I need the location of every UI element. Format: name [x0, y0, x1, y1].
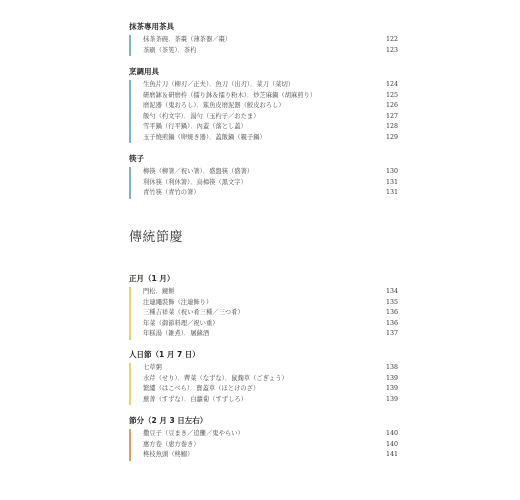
page-number: 129	[386, 133, 399, 141]
section-entries	[129, 35, 399, 56]
entry-text: 柊枝魚頭（柊鰯）	[143, 451, 194, 458]
toc-entry[interactable]	[129, 188, 399, 199]
entry-text: 惠方卷（恵方巻き）	[143, 440, 200, 448]
entry-text: 飯勺（杓文字）．湯勺（玉杓子／おたま）	[143, 112, 260, 120]
toc-entry[interactable]	[129, 384, 399, 395]
page-number: 137	[386, 330, 399, 337]
toc-entry[interactable]	[129, 287, 399, 298]
entry-text: 年菜（御節料理／祝い重）	[143, 319, 219, 327]
entry-text: 水芹（せり）．薺菜（なずな）．鼠麴草（ごぎょう）	[143, 374, 288, 382]
section-title: 人日節（1 月 7 日）	[129, 350, 200, 359]
toc-entry[interactable]	[129, 329, 399, 340]
toc-entry[interactable]	[129, 395, 399, 406]
toc-entry[interactable]	[129, 46, 399, 57]
section-title: 抹茶專用茶具	[129, 22, 174, 31]
toc-entry[interactable]	[129, 101, 399, 112]
page-number: 128	[386, 123, 399, 130]
page-number: 140	[386, 440, 399, 448]
entry-text: 注連繩裝飾（注連飾り）	[143, 298, 213, 306]
toc-entry[interactable]	[129, 80, 399, 91]
toc-entry[interactable]	[129, 133, 399, 144]
page-number: 123	[386, 46, 399, 54]
section-entries	[129, 287, 399, 340]
toc-entry[interactable]	[129, 363, 399, 374]
toc-entry[interactable]	[129, 308, 399, 319]
section-title: 筷子	[129, 154, 144, 163]
page-number: 122	[386, 36, 399, 43]
page-number: 131	[386, 189, 399, 196]
toc-entry[interactable]	[129, 178, 399, 189]
entry-text: 撒豆子（豆まき／追儺／鬼やらい）	[143, 430, 244, 437]
entry-text: 柳筷（柳箸／祝い箸）．盛盤筷（盛箸）	[143, 168, 254, 175]
page-number: 141	[386, 451, 399, 458]
toc-entry[interactable]	[129, 374, 399, 385]
chapter-title: 傳統節慶	[129, 230, 184, 245]
toc-section-cooking-tools	[129, 66, 399, 143]
toc-entry[interactable]	[129, 450, 399, 461]
page-number: 126	[386, 102, 399, 109]
toc-entry[interactable]	[129, 298, 399, 309]
entry-text: 抹茶茶碗．茶棗（薄茶器／棗）	[143, 36, 232, 43]
entry-text: 茶刷（茶筅）．茶杓	[143, 46, 197, 54]
entry-text: 玉子燒煎鍋（卵焼き器）．蓋飯鍋（親子鍋）	[143, 133, 266, 141]
toc-section-setsubun	[129, 415, 399, 461]
entry-text: 生魚片刀（柳刃／正夫）．魚刀（出刃）．菜刀（菜切）	[143, 81, 295, 88]
page-number: 130	[386, 168, 399, 175]
section-title: 節分（2 月 3 日左右）	[129, 416, 208, 425]
section-entries	[129, 363, 399, 405]
entry-text: 年糕湯（雑煮）．屠蘇酒	[143, 330, 210, 337]
page-number: 139	[386, 374, 399, 382]
toc-section-matcha-tools	[129, 21, 399, 56]
entry-text: 磨泥器（鬼おろし）．鯊魚皮磨泥器（鮫皮おろし）	[143, 102, 285, 109]
page-number: 136	[386, 309, 399, 316]
toc-entry[interactable]	[129, 167, 399, 178]
toc-section-chopsticks	[129, 153, 399, 199]
toc-entry[interactable]	[129, 429, 399, 440]
page-number: 135	[386, 298, 399, 306]
section-entries	[129, 80, 399, 143]
page-number: 134	[386, 288, 399, 295]
page-number: 136	[386, 319, 399, 327]
toc-entry[interactable]	[129, 440, 399, 451]
entry-text: 研磨缽＆研磨杵（擂り鉢＆擂り粉木）．炒芝麻鍋（胡麻煎り）	[143, 91, 317, 99]
section-entries	[129, 167, 399, 199]
toc-section-jinjitsu	[129, 349, 399, 405]
toc-entry[interactable]	[129, 319, 399, 330]
entry-text: 利休筷（利休箸）．烏樟筷（黑文字）	[143, 178, 247, 186]
page-number: 139	[386, 385, 399, 392]
toc-entry[interactable]	[129, 122, 399, 133]
toc-entry[interactable]	[129, 112, 399, 123]
entry-text: 七草粥	[143, 364, 162, 371]
page-number: 127	[386, 112, 399, 120]
page-number: 138	[386, 364, 399, 371]
page-number: 124	[386, 81, 399, 88]
toc-entry[interactable]	[129, 91, 399, 102]
section-title: 烹調用具	[129, 67, 159, 76]
entry-text: 青竹筷（青竹の箸）	[143, 189, 200, 196]
toc-entry[interactable]	[129, 35, 399, 46]
page-number: 140	[386, 430, 399, 437]
entry-text: 雪平鍋（行平鍋）．內蓋（落とし蓋）	[143, 123, 247, 130]
entry-text: 門松．鏡餅	[143, 288, 175, 295]
page-number: 131	[386, 178, 399, 186]
toc-section-new-year	[129, 273, 399, 340]
entry-text: 三種吉祥菜（祝い肴三種／三つ肴）	[143, 309, 244, 316]
entry-text: 繁縷（はこべら）．寶蓋草（ほとけのざ）	[143, 385, 260, 392]
section-title: 正月（1 月）	[129, 274, 175, 283]
page-number: 125	[386, 91, 399, 99]
entry-text: 蕪菁（すずな）．白蘿蔔（すずしろ）	[143, 395, 248, 403]
section-entries	[129, 429, 399, 461]
page-number: 139	[386, 395, 399, 403]
